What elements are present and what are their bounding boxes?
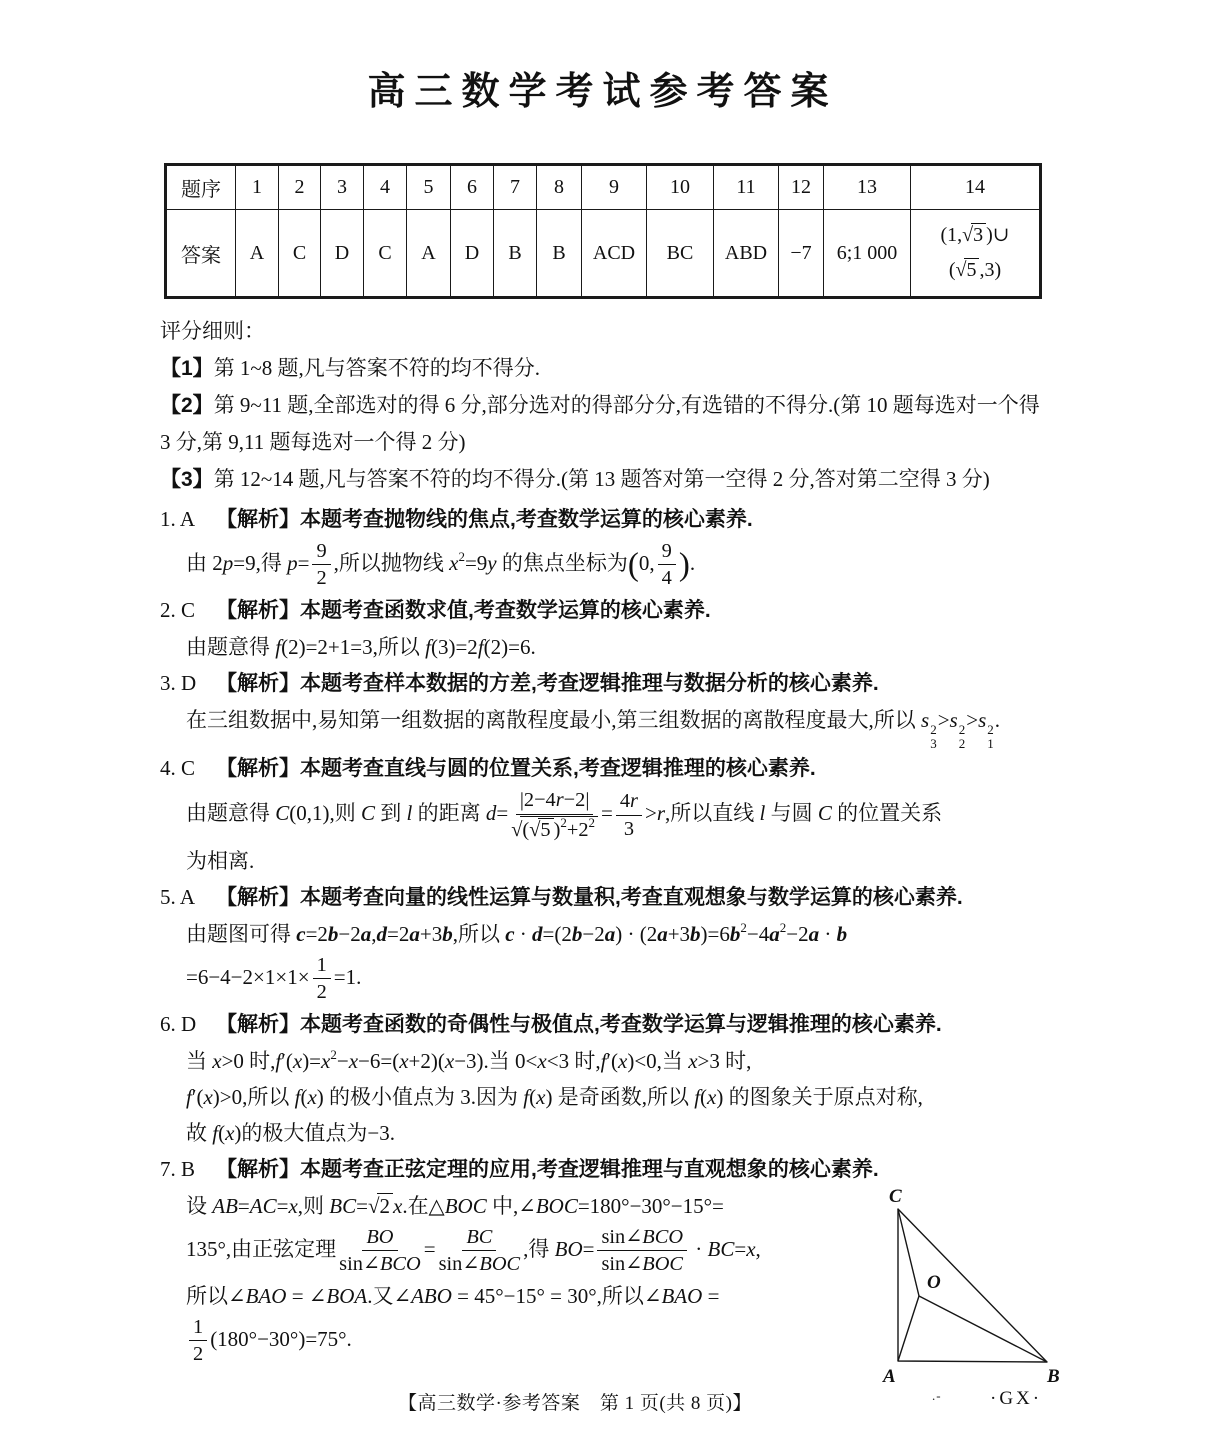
math-variable: x xyxy=(392,1193,403,1218)
solution-line: =6−4−2×1×1× $\frac{1}{2}$ =1. xyxy=(186,954,362,1004)
solution-body xyxy=(160,916,1052,1006)
footer-page-info: 【高三数学·参考答案 第 1 页(共 8 页)】 xyxy=(398,1393,752,1414)
table-answer: 6;1 000 xyxy=(824,210,911,298)
solution-analysis-tag: 【解析】 xyxy=(216,757,300,781)
solution-analysis-tag: 【解析】 xyxy=(216,508,300,531)
math-variable: f xyxy=(477,634,484,659)
math-variable: C xyxy=(361,800,376,825)
solutions-list xyxy=(160,501,1060,1386)
math-variable: BOC xyxy=(642,1253,684,1276)
math-variable: r xyxy=(630,790,638,813)
big-paren: ( xyxy=(627,546,639,583)
fraction: $\frac{1}{2}$ xyxy=(189,1315,207,1367)
vertex-label-b: B xyxy=(1047,1365,1060,1386)
math-variable: C xyxy=(275,800,290,825)
solution-line: 135°,由正弦定理 $\frac{BO}{\text{sin∠BCO}}$ = $\frac{BC}{\text{sin∠BOC}}$ ,得 BO= $\frac{\text{sin∠BCO}}{\text{sin∠BOC}}$ · BC=x, xyxy=(186,1225,761,1276)
segment-ob xyxy=(919,1296,1047,1362)
vector-variable: b xyxy=(729,922,741,947)
table-question-number: 7 xyxy=(494,165,537,210)
solution-header xyxy=(160,879,1052,916)
solution-number-answer: 2. C xyxy=(160,597,196,622)
superscript: 2 xyxy=(779,920,787,936)
solution-header xyxy=(160,750,1052,787)
answer-table xyxy=(164,163,1042,299)
math-variable: l xyxy=(759,800,766,825)
solution-header xyxy=(160,1006,1052,1043)
fraction: $\frac{BO}{\text{sin∠BCO}}$ xyxy=(339,1225,421,1276)
solution-body xyxy=(160,702,1052,750)
vector-variable: d xyxy=(376,922,388,947)
math-variable: x xyxy=(449,550,459,575)
math-variable: x xyxy=(212,1048,222,1073)
table-question-number: 1 xyxy=(236,165,279,210)
math-variable: x xyxy=(618,1048,628,1073)
solution-number-answer: 3. D xyxy=(160,670,197,695)
math-variable: BOC xyxy=(535,1193,578,1218)
math-variable: AC xyxy=(249,1193,277,1218)
solution-body xyxy=(160,538,1052,592)
math-variable: x xyxy=(292,1048,303,1073)
fraction: $\frac{\text{sin∠BCO}}{\text{sin∠BOC}}$ xyxy=(597,1225,687,1277)
solution-header xyxy=(160,1151,1052,1188)
table-answer: A xyxy=(236,210,279,298)
math-variable: BC xyxy=(329,1193,357,1218)
math-variable: f xyxy=(275,1048,282,1073)
math-variable: p xyxy=(287,550,298,575)
scoring-rule xyxy=(160,350,1052,387)
vector-variable: c xyxy=(296,922,306,947)
answer-table-answer-row xyxy=(166,210,1041,298)
square-root: √2 xyxy=(368,1194,393,1218)
table-question-number: 4 xyxy=(364,165,407,210)
solution-line: 由题图可得 c=2b−2a,d=2a+3b,所以 $c \cdot d=(2b-2a) \cdot (2a+3b)=6b^2-4a^2-2a \cdot b$ xyxy=(186,920,848,947)
math-variable: ABO xyxy=(411,1283,452,1308)
math-variable: x xyxy=(688,1048,698,1073)
math-variable: BC xyxy=(707,1236,735,1261)
fraction: $\frac{|2-4r-2|}{√(√5 )^2+2^2}$ xyxy=(511,788,598,842)
solution-item xyxy=(160,592,1052,665)
vector-variable: a xyxy=(604,922,616,947)
solution-analysis-tag: 【解析】 xyxy=(216,1157,300,1181)
table-question-number: 10 xyxy=(647,165,714,210)
scoring-rule-text: 第 12~14 题,凡与答案不符的均不得分.(第 13 题答对第一空得 2 分,答对第二空得 3 分) xyxy=(213,467,990,491)
math-variable: BO xyxy=(554,1236,583,1261)
page-title: 高三数学考试参考答案 xyxy=(367,71,838,113)
vertex-label-o: O xyxy=(927,1271,941,1293)
scoring-heading: 评分细则： xyxy=(160,319,265,343)
vector-variable: a xyxy=(409,922,420,947)
vector-variable: b xyxy=(442,922,453,947)
table-question-number: 14 xyxy=(911,165,1041,210)
math-variable: r xyxy=(555,789,564,812)
table-question-number: 12 xyxy=(779,165,824,210)
math-variable: x xyxy=(288,1193,298,1218)
math-variable: x xyxy=(746,1236,756,1261)
math-variable: f xyxy=(186,1084,192,1109)
vector-variable: b xyxy=(836,922,848,947)
square-root: √5 xyxy=(529,819,553,841)
math-variable: f xyxy=(600,1048,607,1073)
math-variable: x xyxy=(444,1048,455,1073)
solution-topic: 本题考查样本数据的方差,考查逻辑推理与数据分析的核心素养. xyxy=(300,671,879,695)
table-question-number: 3 xyxy=(321,165,364,210)
math-variable: s xyxy=(978,707,987,732)
math-variable: BAO xyxy=(245,1283,287,1308)
math-variable: x xyxy=(536,1084,546,1109)
big-paren: ) xyxy=(678,546,690,583)
sup-sub-stack: 2 2 xyxy=(958,721,966,751)
table-answer: C xyxy=(364,210,407,298)
solution-topic: 本题考查抛物线的焦点,考查数学运算的核心素养. xyxy=(300,508,753,531)
solution-body xyxy=(160,787,1052,879)
solution-number-answer: 6. D xyxy=(160,1011,197,1036)
table-answer: C xyxy=(279,210,321,298)
square-root: √5 xyxy=(956,259,980,281)
vertex-label-a: A xyxy=(883,1365,896,1386)
fraction: $\frac{1}{2}$ xyxy=(313,953,331,1005)
math-variable: BC xyxy=(466,1225,493,1248)
math-variable: x xyxy=(707,1084,717,1109)
math-variable: f xyxy=(275,634,282,659)
math-variable: BOA xyxy=(326,1283,368,1308)
fraction: $\frac{9}{2}$ xyxy=(312,539,330,591)
table-question-number: 6 xyxy=(451,165,494,210)
table-question-number: 9 xyxy=(582,165,647,210)
table-answer: B xyxy=(537,210,582,298)
math-variable: AB xyxy=(212,1193,238,1218)
scoring-section xyxy=(160,313,1052,498)
segment-oa xyxy=(898,1296,919,1361)
triangle-outline xyxy=(898,1209,1047,1362)
solution-header xyxy=(160,501,1052,538)
vector-variable: a xyxy=(360,922,372,947)
solution-topic: 本题考查正弦定理的应用,考查逻辑推理与直观想象的核心素养. xyxy=(300,1157,879,1181)
superscript: 2 xyxy=(560,814,567,830)
solution-line: 故 f(x)的极大值点为−3. xyxy=(186,1120,396,1145)
vector-variable: a xyxy=(808,922,820,947)
solution-topic: 本题考查向量的线性运算与数量积,考查直观想象与数学运算的核心素养. xyxy=(300,886,963,910)
scoring-rule-number: 【1】 xyxy=(160,357,214,380)
vector-variable: a xyxy=(657,922,668,947)
square-root: √3 xyxy=(962,224,986,246)
solution-analysis-tag: 【解析】 xyxy=(216,671,300,695)
vector-variable: d xyxy=(532,922,543,947)
math-variable: BCO xyxy=(642,1225,684,1248)
math-variable: s xyxy=(949,707,958,732)
math-variable: r xyxy=(656,800,666,825)
scoring-rule-number: 【3】 xyxy=(160,468,214,491)
solution-item xyxy=(160,665,1052,750)
solution-body xyxy=(160,1185,1060,1386)
math-variable: BAO xyxy=(661,1283,703,1308)
segment-oc xyxy=(898,1209,919,1296)
math-variable: d xyxy=(485,800,497,825)
math-variable: f xyxy=(294,1084,301,1109)
scoring-rule-text: 第 1~8 题,凡与答案不符的均不得分. xyxy=(213,356,541,380)
solution-item xyxy=(160,879,1052,1006)
table-answer: ABD xyxy=(714,210,779,298)
scoring-rule-text: 第 9~11 题,全部选对的得 6 分,部分选对的得部分分,有选错的不得分.(第 10 题每选对一个得 3 分,第 9,11 题每选对一个得 2 分) xyxy=(160,393,1040,454)
superscript: 2 xyxy=(330,1046,337,1062)
square-root: √(√5 )$^2+2^2$ xyxy=(511,819,598,841)
solution-number-answer: 7. B xyxy=(160,1156,196,1181)
table-answer: B xyxy=(494,210,537,298)
table-question-number: 2 xyxy=(279,165,321,210)
answer-table-header-row xyxy=(166,165,1041,210)
solution-line: f′(x)>0,所以 f(x) 的极小值点为 3.因为 f(x) 是奇函数,所以 f(x) 的图象关于原点对称, xyxy=(186,1084,923,1109)
math-variable: x xyxy=(203,1084,213,1109)
vector-variable: b xyxy=(690,922,701,947)
vertex-label-c: C xyxy=(889,1185,902,1207)
scoring-rule xyxy=(160,387,1052,461)
vector-variable: b xyxy=(571,922,583,947)
scoring-rules xyxy=(160,350,1052,498)
fraction: $\frac{BC}{\text{sin∠BOC}}$ xyxy=(438,1225,521,1276)
solution-topic: 本题考查函数求值,考查数学运算的核心素养. xyxy=(300,598,711,622)
math-variable: BO xyxy=(366,1225,394,1248)
vector-variable: b xyxy=(327,922,339,947)
question-number-label: 题序 xyxy=(166,165,236,210)
math-variable: BOC xyxy=(444,1193,487,1218)
triangle-figure-q7 xyxy=(861,1184,1066,1386)
solution-line: 为相离. xyxy=(186,849,255,874)
table-question-number: 11 xyxy=(714,165,779,210)
solution-item xyxy=(160,750,1052,879)
solution-line: 所以∠BAO = ∠BOA.又∠ABO = 45°−15° = 30°,所以∠BAO = xyxy=(186,1283,720,1308)
solution-number-answer: 4. C xyxy=(160,756,196,781)
table-question-number: 13 xyxy=(824,165,911,210)
math-variable: x xyxy=(307,1084,317,1109)
solution-line: 当 x>0 时$,f'(x)=x^2-x-6=(x+2)(x-3)$.当 0<x<3 时,f′(x)<0,当 x>3 时, xyxy=(186,1046,752,1073)
solution-analysis-tag: 【解析】 xyxy=(216,886,300,910)
table-answer: ACD xyxy=(582,210,647,298)
footer-edition-code: ·GX· xyxy=(990,1388,1043,1409)
math-variable: x xyxy=(321,1048,331,1073)
scoring-rule xyxy=(160,461,1052,498)
sup-sub-stack: 2 1 xyxy=(987,721,994,751)
table-answer: BC xyxy=(647,210,714,298)
table-answer: D xyxy=(451,210,494,298)
fraction: $\frac{9}{4}$ xyxy=(658,539,676,591)
solution-line: 由题意得 f(2)=2+1=3,所以 f(3)=2f(2)=6. xyxy=(186,634,536,659)
math-variable: BOC xyxy=(479,1253,521,1276)
math-variable: f xyxy=(425,634,431,659)
math-variable: y xyxy=(487,550,497,575)
answer-label: 答案 xyxy=(166,210,236,298)
solution-body xyxy=(160,629,1052,665)
math-variable: C xyxy=(817,800,832,825)
math-variable: x xyxy=(537,1048,547,1073)
table-question-number: 8 xyxy=(537,165,582,210)
solution-line: 在三组数据中,易知第一组数据的离散程度最小,第三组数据的离散程度最大,所以 s 2 3 >s 2 2 >s 2 1 . xyxy=(186,707,1000,751)
solution-header xyxy=(160,592,1052,629)
superscript: 2 xyxy=(740,920,747,936)
math-variable: f xyxy=(523,1084,530,1109)
solution-number-answer: 5. A xyxy=(160,885,196,910)
math-variable: s xyxy=(921,707,930,732)
math-variable: f xyxy=(694,1084,701,1109)
table-answer: D xyxy=(321,210,364,298)
solution-number-answer: 1. A xyxy=(160,507,196,531)
solution-item xyxy=(160,1151,1060,1386)
solution-line: 由 2p=9,得 p= $\frac{9}{2}$ ,所以抛物线 $x^2=9y$ 的焦点坐标为(0, $\frac{9}{4}$ ). xyxy=(186,540,696,590)
solution-line: $\frac{1}{2}$ (180°−30°)=75°. xyxy=(186,1314,854,1368)
math-variable: BCO xyxy=(379,1253,421,1276)
solution-topic: 本题考查直线与圆的位置关系,考查逻辑推理的核心素养. xyxy=(300,757,816,781)
table-answer: (1,√3 )∪ (√5 ,3) xyxy=(911,210,1041,298)
fraction: $\frac{4r}{3}$ xyxy=(616,789,642,841)
superscript: 2 xyxy=(588,814,596,830)
page-content xyxy=(160,163,1060,1386)
math-variable: x xyxy=(225,1120,235,1145)
vector-variable: a xyxy=(769,922,780,947)
superscript: 2 xyxy=(458,548,465,564)
solution-header xyxy=(160,665,1052,702)
table-answer: A xyxy=(407,210,451,298)
math-variable: f xyxy=(212,1120,219,1145)
solution-analysis-tag: 【解析】 xyxy=(216,598,300,622)
solution-topic: 本题考查函数的奇偶性与极值点,考查数学运算与逻辑推理的核心素养. xyxy=(300,1012,942,1036)
solution-item xyxy=(160,501,1052,592)
math-variable: p xyxy=(222,550,234,575)
solution-line: 由题意得 C(0,1),则 C 到 l 的距离 d= $\frac{|2-4r-2|}{√(√5 )^2+2^2}$ = $\frac{4r}{3}$ >r,所以直线 l 与圆 C 的位置关系 xyxy=(186,789,943,841)
sup-sub-stack: 2 3 xyxy=(930,721,937,751)
solution-body xyxy=(160,1043,1052,1151)
math-variable: x xyxy=(399,1048,409,1073)
solution-line: 设 AB=AC=x,则 BC=√2 x.在△BOC 中,∠BOC=180°−30°−15°= xyxy=(186,1193,724,1218)
table-answer: −7 xyxy=(779,210,824,298)
solution-analysis-tag: 【解析】 xyxy=(216,1012,300,1036)
math-variable: x xyxy=(348,1048,359,1073)
vector-variable: c xyxy=(505,922,515,947)
scoring-rule-number: 【2】 xyxy=(160,394,214,417)
solution-item xyxy=(160,1006,1052,1151)
math-variable: l xyxy=(406,800,413,825)
table-question-number: 5 xyxy=(407,165,451,210)
footer-print-mark: .- xyxy=(932,1388,942,1403)
